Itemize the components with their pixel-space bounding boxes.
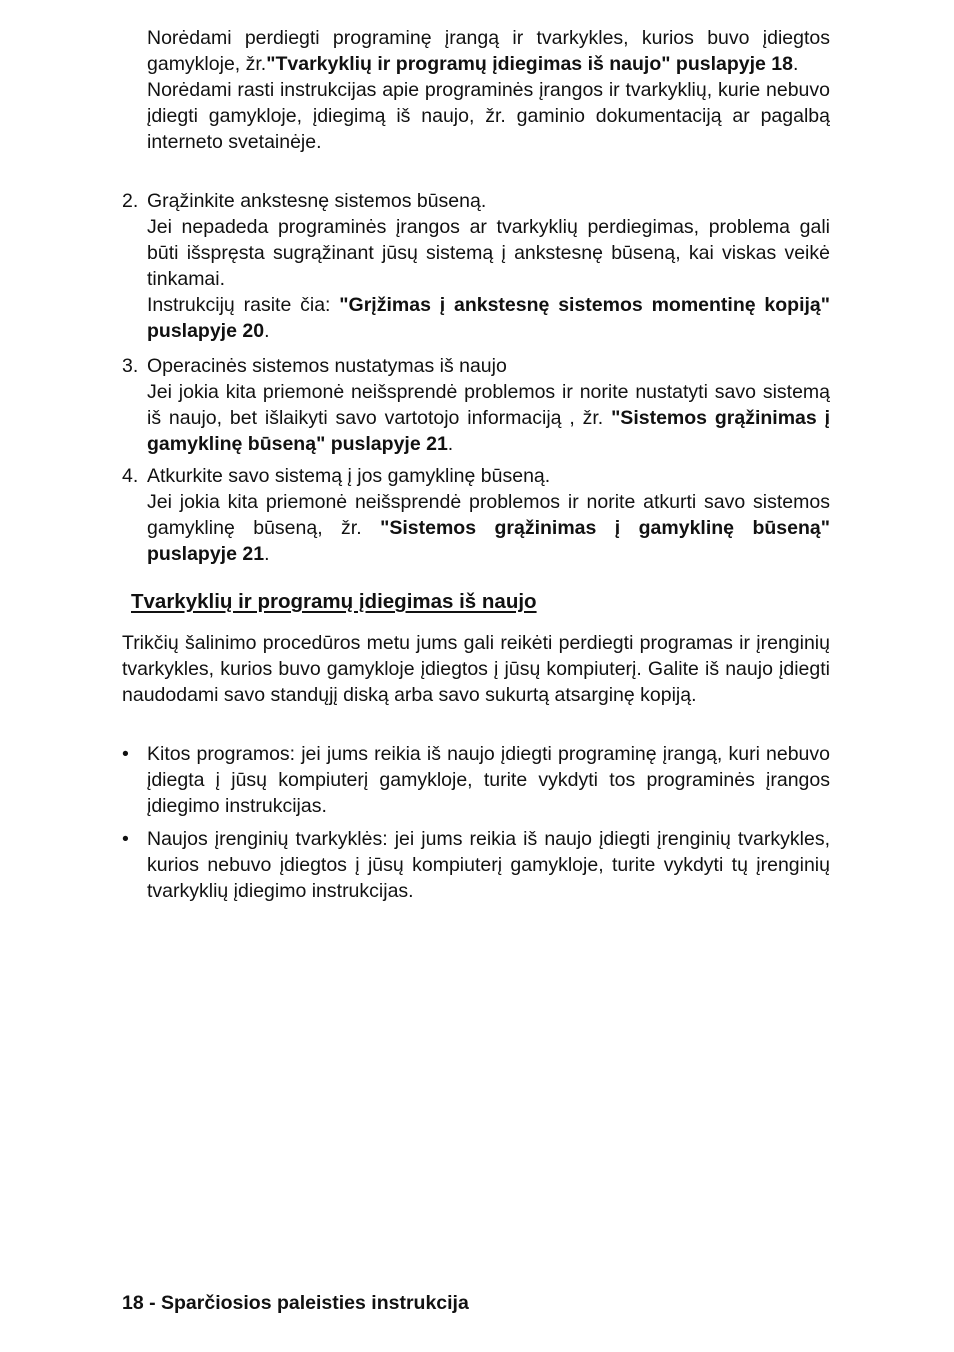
intro-block [147, 25, 830, 155]
section-intro: Trikčių šalinimo procedūros metu jums gali reikėti perdiegti programas ir įrenginių tvarkykles, kurios buvo gamykloje įdiegtos į jūsų kompiuterį. Galite iš naujo įdiegti naudodami savo standųjį diską arba savo sukurtą atsarginę kopiją. [122, 632, 830, 706]
list-item-2 [122, 188, 830, 344]
list-item-reference [147, 292, 830, 344]
reinstall-end: . [792, 53, 799, 75]
list-item-title: Atkurkite savo sistemą į jos gamyklinę būseną. [147, 465, 551, 487]
reference-end: . [264, 543, 270, 565]
snapshot-reference-link[interactable]: "Grįžimas į ankstesnę sistemos momentinę kopiją" puslapyje 20 [147, 294, 831, 342]
reinstall-text: Norėdami perdiegti programinę įrangą ir tvarkykles, kurios buvo įdiegtos gamykloje, žr. [147, 27, 830, 75]
list-item-body: Jei nepadeda programinės įrangos ar tvarkyklių perdiegimas, problema gali būti išspręsta sugrąžinant jūsų sistemą į ankstesnę būseną, kai viskas veikė tinkamai. [147, 216, 830, 290]
list-number: 4. [122, 465, 139, 487]
list-item-body [147, 379, 830, 457]
factory-reset-reference-link[interactable]: "Sistemos grąžinimas į gamyklinę būseną" puslapyje 21 [147, 517, 830, 565]
list-item-title: Grąžinkite ankstesnę sistemos būseną. [147, 190, 487, 212]
reinstall-reference-link[interactable]: "Tvarkyklių ir programų įdiegimas iš naujo" puslapyje 18 [266, 53, 793, 75]
bullet-marker: • [122, 743, 129, 765]
documentation-paragraph: Norėdami rasti instrukcijas apie programinės įrangos ir tvarkyklių, kurie nebuvo įdiegti gamykloje, įdiegimą iš naujo, žr. gaminio dokumentaciją ar pagalbą interneto svetainėje. [147, 79, 830, 153]
factory-reset-reference-link[interactable]: "Sistemos grąžinimas į gamyklinę būseną" puslapyje 21 [147, 407, 830, 455]
section-heading: Tvarkyklių ir programų įdiegimas iš naujo [131, 590, 537, 613]
list-number: 2. [122, 190, 139, 212]
list-item-3 [122, 353, 830, 457]
list-item-body-text: Jei jokia kita priemonė neišsprendė problemos ir norite atkurti savo sistemos gamyklinę būseną, žr. [147, 491, 830, 539]
list-number: 3. [122, 355, 139, 377]
bullet-text: Naujos įrenginių tvarkyklės: jei jums reikia iš naujo įdiegti įrenginių tvarkykles, kurios nebuvo įdiegtos į jūsų kompiuterį gamykloje, turite vykdyti tų įrenginių tvarkyklių įdiegimo instrukcijas. [147, 828, 830, 902]
bullet-item-other-programs [122, 741, 830, 819]
reinstall-paragraph [147, 25, 830, 77]
reference-end: . [447, 433, 454, 455]
list-item-title: Operacinės sistemos nustatymas iš naujo [147, 355, 507, 377]
reference-end: . [264, 320, 270, 342]
list-item-4 [122, 463, 830, 567]
bullet-item-new-drivers [122, 826, 830, 904]
reference-prefix: Instrukcijų rasite čia: [147, 294, 340, 316]
bullet-text: Kitos programos: jei jums reikia iš naujo įdiegti programinę įrangą, kuri nebuvo įdiegta į jūsų kompiuterį gamykloje, turite vykdyti tos programinės įrangos įdiegimo instrukcijas. [147, 743, 830, 817]
list-item-body [147, 489, 830, 567]
list-item-body-text: Jei jokia kita priemonė neišsprendė problemos ir norite nustatyti savo sistemą iš naujo, bet išlaikyti savo vartotojo informaciją , žr. [147, 381, 830, 429]
page-footer: 18 - Sparčiosios paleisties instrukcija [122, 1292, 469, 1314]
bullet-marker: • [122, 828, 129, 850]
